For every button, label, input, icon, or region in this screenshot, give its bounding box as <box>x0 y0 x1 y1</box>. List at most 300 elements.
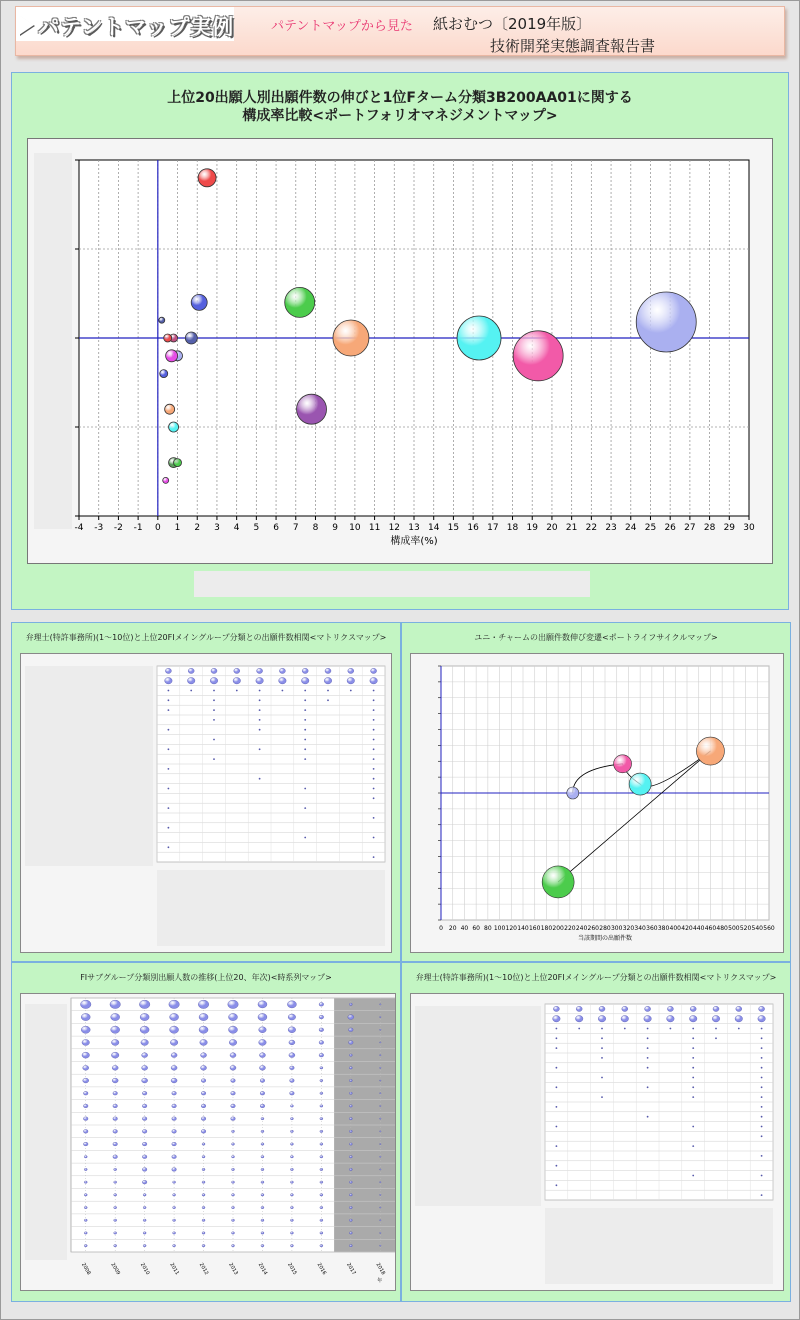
matrix-bubble <box>759 1006 765 1011</box>
matrix-bubble <box>370 677 378 684</box>
matrix-bubble <box>735 1015 743 1022</box>
timeseries-bubble <box>84 1181 87 1183</box>
timeseries-bubble <box>320 1219 323 1221</box>
timeseries-bubble <box>260 1079 265 1083</box>
matrix-dot <box>647 1086 649 1088</box>
timeseries-chart <box>21 994 395 1290</box>
timeseries-bubble <box>349 1092 352 1094</box>
timeseries-bubble <box>380 1067 382 1068</box>
timeseries-bubble <box>84 1219 87 1221</box>
matrix-dot <box>373 856 375 858</box>
timeseries-bubble <box>349 1156 352 1158</box>
timeseries-bubble <box>380 1016 382 1017</box>
x-tick-label: 2017 <box>345 1262 357 1277</box>
matrix-dot <box>373 788 375 790</box>
timeseries-bubble <box>320 1232 323 1234</box>
matrix-bubble <box>348 668 354 673</box>
timeseries-bubble <box>140 1013 149 1020</box>
matrix-dot <box>692 1096 694 1098</box>
x-tick-label: 2010 <box>138 1262 151 1277</box>
matrix-dot <box>168 827 170 829</box>
matrix-dot <box>213 690 215 692</box>
x-tick-label: 20 <box>546 523 558 533</box>
timeseries-bubble <box>289 1040 295 1045</box>
matrix-dot <box>761 1047 763 1049</box>
matrix-dot <box>373 778 375 780</box>
matrix-dot <box>373 729 375 731</box>
timeseries-bubble <box>289 1053 295 1058</box>
x-tick-label: 0 <box>439 925 443 932</box>
timeseries-bubble <box>83 1130 88 1134</box>
timeseries-bubble <box>202 1244 205 1246</box>
timeseries-bubble <box>199 1013 208 1020</box>
timeseries-bubble <box>141 1039 149 1045</box>
timeseries-bubble <box>290 1091 295 1095</box>
x-tick-label: 28 <box>703 523 716 533</box>
matrix-bubble <box>279 668 285 673</box>
matrix-dot <box>373 817 375 819</box>
x-tick-label: 340 <box>634 925 646 932</box>
timeseries-bubble <box>349 1181 352 1183</box>
timeseries-bubble <box>202 1219 205 1221</box>
timeseries-bubble <box>380 1182 382 1183</box>
matrix-dot <box>327 690 329 692</box>
x-tick-label: 460 <box>704 925 717 932</box>
matrix-dot <box>647 1037 649 1039</box>
matrix-dot <box>304 758 306 760</box>
matrix-bubble <box>324 677 332 684</box>
matrix-dot <box>304 739 306 741</box>
timeseries-bubble <box>349 1079 352 1081</box>
matrix-dot <box>259 709 261 711</box>
timeseries-bubble <box>199 1026 208 1033</box>
timeseries-bubble <box>142 1168 147 1172</box>
timeseries-bubble <box>287 1001 296 1008</box>
x-tick-label: 6 <box>273 523 279 533</box>
timeseries-bubble <box>114 1194 117 1196</box>
matrix-bubble <box>165 668 171 673</box>
x-tick-label: 2 <box>194 523 201 533</box>
x-tick-label: 8 <box>312 523 319 533</box>
timeseries-bubble <box>232 1156 235 1158</box>
matrix-dot <box>761 1086 763 1088</box>
timeseries-bubble <box>232 1130 235 1132</box>
matrix-bubble <box>667 1015 675 1022</box>
matrix-dot <box>373 748 375 750</box>
x-tick-label: 18 <box>506 523 519 533</box>
timeseries-bubble <box>259 1065 265 1070</box>
matrix-bubble <box>598 1015 606 1022</box>
portfolio-title-line2: 構成率比較<ポートフォリオマネジメントマップ> <box>242 108 558 124</box>
timeseries-bubble <box>83 1091 88 1095</box>
x-tick-label: 2018 <box>374 1262 387 1277</box>
x-tick-label: 2016 <box>315 1262 328 1277</box>
timeseries-bubble <box>230 1053 236 1058</box>
matrix-bubble <box>257 668 263 673</box>
timeseries-bubble <box>170 1013 179 1020</box>
matrix-bubble <box>165 677 173 684</box>
timeseries-bubble <box>171 1053 177 1058</box>
timeseries-bubble <box>111 1026 120 1033</box>
matrix-dot <box>761 1057 763 1059</box>
lifecycle-bubble-2 <box>696 737 724 765</box>
timeseries-bubble <box>348 1015 354 1020</box>
timeseries-bubble <box>349 1003 352 1005</box>
timeseries-bubble <box>320 1181 323 1183</box>
timeseries-bubble <box>349 1244 352 1246</box>
x-tick-label: 21 <box>565 523 578 533</box>
matrix-dot <box>601 1037 603 1039</box>
matrix-dot <box>761 1077 763 1079</box>
timeseries-bubble <box>320 1117 323 1119</box>
timeseries-bubble <box>202 1194 205 1196</box>
timeseries-bubble <box>142 1078 148 1083</box>
matrix-dot <box>213 739 215 741</box>
timeseries-bubble <box>110 1000 121 1008</box>
timeseries-bubble <box>173 1194 176 1196</box>
x-tick-label: 9 <box>332 523 339 533</box>
timeseries-bubble <box>112 1065 118 1070</box>
lifecycle-bubble-5 <box>567 787 579 799</box>
matrix-dot <box>259 690 261 692</box>
timeseries-bubble <box>380 1143 382 1144</box>
matrix-dot <box>601 1047 603 1049</box>
timeseries-bubble <box>173 1206 176 1208</box>
timeseries-bubble <box>114 1219 117 1221</box>
x-tick-label: -2 <box>113 523 123 533</box>
timeseries-bubble <box>320 1156 323 1158</box>
x-tick-label: 480 <box>716 925 728 932</box>
matrix-dot <box>761 1096 763 1098</box>
matrix-dot <box>168 768 170 770</box>
timeseries-bubble <box>114 1181 117 1183</box>
timeseries-bubble <box>288 1014 296 1020</box>
matrix-dot <box>304 719 306 721</box>
timeseries-bubble <box>201 1065 207 1070</box>
matrix-dot <box>556 1184 558 1186</box>
timeseries-bubble <box>320 1092 323 1094</box>
timeseries-bubble <box>258 1001 267 1008</box>
bubble-16 <box>165 404 175 414</box>
matrix-dot <box>647 1028 649 1030</box>
matrix-dot <box>761 1037 763 1039</box>
timeseries-bubble <box>261 1143 264 1145</box>
triangle-arrow-icon <box>19 15 34 35</box>
lifecycle-map-title: ユニ・チャームの出願件数伸び変遷<ポートライフサイクルマップ> <box>474 633 718 642</box>
lifecycle-chart-box <box>410 653 784 953</box>
timeseries-bubble <box>290 1117 293 1119</box>
timeseries-bubble <box>229 1013 238 1020</box>
matrix-dot <box>761 1067 763 1069</box>
timeseries-bubble <box>198 1000 209 1008</box>
timeseries-bubble <box>380 1194 382 1195</box>
matrix-bubble <box>553 1015 561 1022</box>
timeseries-bubble <box>142 1180 147 1184</box>
timeseries-bubble <box>261 1194 264 1196</box>
matrix-dot <box>259 699 261 701</box>
timeseries-bubble <box>81 1026 90 1033</box>
timeseries-bubble <box>380 1207 382 1208</box>
timeseries-bubble <box>290 1219 293 1221</box>
matrix-bubble <box>645 1006 651 1011</box>
matrix-bubble <box>211 668 217 673</box>
timeseries-bubble <box>84 1232 87 1234</box>
matrix-bubble <box>210 677 218 684</box>
matrix-dot <box>373 758 375 760</box>
x-tick-label: 2011 <box>168 1262 180 1277</box>
timeseries-bubble <box>113 1155 118 1159</box>
bubble-15 <box>160 370 168 378</box>
timeseries-bubble <box>380 1220 382 1221</box>
matrix-dot <box>692 1067 694 1069</box>
matrix-dot <box>213 719 215 721</box>
matrix-dot <box>692 1057 694 1059</box>
timeseries-bubble <box>349 1117 352 1119</box>
timeseries-bubble <box>113 1091 118 1095</box>
matrix-dot <box>647 1057 649 1059</box>
x-tick-label: 380 <box>657 925 670 932</box>
timeseries-bubble <box>143 1194 146 1196</box>
timeseries-bubble <box>232 1219 235 1221</box>
timeseries-bubble <box>83 1117 88 1121</box>
x-tick-label: 520 <box>739 925 752 932</box>
timeseries-bubble <box>84 1244 87 1246</box>
timeseries-bubble <box>200 1039 208 1045</box>
matrix-dot <box>373 690 375 692</box>
matrix-map-title-1: 弁理士(特許事務所)(1～10位)と上位20FIメイングループ分類との出願件数相関<マトリクスマップ> <box>25 633 387 642</box>
timeseries-bubble <box>171 1078 177 1083</box>
matrix-dot <box>168 699 170 701</box>
timeseries-bubble <box>143 1219 146 1221</box>
matrix-dot <box>692 1037 694 1039</box>
timeseries-bubble <box>261 1168 264 1170</box>
matrix-bubble <box>234 668 240 673</box>
timeseries-bubble <box>349 1028 354 1032</box>
matrix-dot <box>647 1067 649 1069</box>
matrix-dot <box>761 1106 763 1108</box>
matrix-dot <box>373 739 375 741</box>
timeseries-bubble <box>349 1219 352 1221</box>
x-tick-label: 23 <box>605 523 617 533</box>
timeseries-bubble <box>173 1219 176 1221</box>
matrix-dot <box>304 837 306 839</box>
timeseries-bubble <box>290 1181 293 1183</box>
x-tick-label: 29 <box>723 523 736 533</box>
x-tick-label: 4 <box>233 523 240 533</box>
portfolio-map-panel <box>11 72 789 610</box>
x-tick-label: 2013 <box>227 1262 239 1277</box>
timeseries-bubble <box>290 1244 293 1246</box>
book-title-line2: 技術開発実態調査報告書 <box>490 37 656 55</box>
matrix-dot <box>556 1106 558 1108</box>
x-tick-label: 240 <box>575 925 588 932</box>
timeseries-bubble <box>349 1054 352 1056</box>
portfolio-title-line1: 上位20出願人別出願件数の伸びと1位Fターム分類3B200AA01に関する <box>167 90 633 106</box>
matrix-dot <box>692 1145 694 1147</box>
matrix-dot <box>236 690 238 692</box>
x-tick-label: 80 <box>484 925 492 932</box>
x-tick-label: 13 <box>408 523 420 533</box>
bubble-7 <box>198 169 216 187</box>
timeseries-bubble <box>290 1232 293 1234</box>
timeseries-bubble <box>320 1143 323 1145</box>
timeseries-bubble <box>380 1156 382 1157</box>
bubble-4 <box>333 320 369 356</box>
bubble-11 <box>166 350 178 362</box>
lifecycle-map-panel <box>401 622 791 962</box>
x-tick-label: 19 <box>526 523 538 533</box>
timeseries-bubble <box>114 1244 117 1246</box>
matrix-dot <box>647 1047 649 1049</box>
x-tick-label: 14 <box>427 523 440 533</box>
timeseries-bubble <box>111 1039 119 1045</box>
matrix-bubble <box>667 1006 673 1011</box>
timeseries-bubble <box>260 1104 265 1108</box>
matrix-dot <box>692 1126 694 1128</box>
timeseries-bubble <box>173 1181 176 1183</box>
bubble-14 <box>159 317 165 323</box>
timeseries-bubble <box>84 1206 87 1208</box>
timeseries-bubble <box>290 1079 295 1083</box>
matrix-map-panel-2 <box>401 962 791 1302</box>
timeseries-bubble <box>319 1053 324 1057</box>
timeseries-bubble <box>319 1028 324 1032</box>
matrix-dot <box>259 778 261 780</box>
matrix-dot <box>738 1028 740 1030</box>
timeseries-bubble <box>112 1078 118 1083</box>
timeseries-bubble <box>261 1206 264 1208</box>
timeseries-bubble <box>320 1079 323 1081</box>
timeseries-bubble <box>380 1131 382 1132</box>
timeseries-bubble <box>290 1206 293 1208</box>
timeseries-bubble <box>113 1104 118 1108</box>
legend-mask <box>194 571 590 597</box>
matrix-dot <box>761 1175 763 1177</box>
timeseries-bubble <box>142 1104 147 1108</box>
matrix-dot <box>601 1057 603 1059</box>
matrix-dot <box>213 699 215 701</box>
timeseries-bubble <box>201 1091 206 1095</box>
matrix-dot <box>168 690 170 692</box>
timeseries-chart-box <box>20 993 396 1291</box>
timeseries-bubble <box>290 1156 293 1158</box>
x-tick-label: -3 <box>94 523 104 533</box>
timeseries-bubble <box>228 1000 239 1008</box>
x-tick-label: 16 <box>467 523 479 533</box>
timeseries-bubble <box>380 1245 382 1246</box>
matrix-bubble <box>758 1015 766 1022</box>
book-title-line1: 紙おむつ〔2019年版〕 <box>433 15 592 33</box>
timeseries-bubble <box>349 1130 352 1132</box>
matrix-dot <box>601 1028 603 1030</box>
timeseries-bubble <box>82 1039 90 1045</box>
portfolio-chart-box <box>27 138 773 564</box>
matrix-bubble <box>347 677 355 684</box>
x-tick-label: 17 <box>487 523 499 533</box>
matrix-dot <box>556 1126 558 1128</box>
timeseries-bubble <box>290 1066 295 1070</box>
bubble-13 <box>164 334 172 342</box>
matrix-bubble <box>621 1015 629 1022</box>
matrix-dot <box>259 748 261 750</box>
timeseries-bubble <box>142 1155 147 1159</box>
timeseries-bubble <box>320 1168 323 1170</box>
timeseries-bubble <box>319 1003 324 1007</box>
timeseries-bubble <box>261 1181 264 1183</box>
timeseries-bubble <box>83 1104 88 1108</box>
header-title: パテントマップ実例 <box>38 15 235 39</box>
timeseries-bubble <box>259 1053 265 1058</box>
matrix-dot <box>373 797 375 799</box>
timeseries-bubble <box>111 1013 120 1020</box>
timeseries-bubble <box>171 1065 177 1070</box>
timeseries-bubble <box>349 1168 352 1170</box>
timeseries-bubble <box>173 1244 176 1246</box>
timeseries-bubble <box>114 1206 117 1208</box>
timeseries-bubble <box>172 1117 177 1121</box>
timeseries-bubble <box>231 1104 236 1108</box>
matrix-bubble <box>301 677 309 684</box>
timeseries-bubble <box>83 1142 88 1146</box>
timeseries-bubble <box>201 1117 206 1121</box>
matrix-dot <box>304 729 306 731</box>
bubble-17 <box>169 422 179 432</box>
timeseries-bubble <box>169 1000 180 1008</box>
matrix-dot <box>168 807 170 809</box>
timeseries-bubble <box>380 1169 382 1170</box>
timeseries-bubble <box>84 1168 87 1170</box>
matrix-bubble <box>575 1015 583 1022</box>
timeseries-bubble <box>232 1194 235 1196</box>
timeseries-bubble <box>142 1065 148 1070</box>
timeseries-bubble <box>229 1026 238 1033</box>
matrix-dot <box>304 748 306 750</box>
x-tick-label: 40 <box>460 925 469 932</box>
x-tick-label: 0 <box>154 523 161 533</box>
matrix-dot <box>373 837 375 839</box>
timeseries-bubble <box>172 1155 177 1159</box>
timeseries-bubble <box>113 1130 118 1134</box>
matrix-dot <box>761 1116 763 1118</box>
timeseries-bubble <box>83 1078 89 1083</box>
x-tick-label: 2008 <box>79 1262 92 1277</box>
x-tick-label: 26 <box>664 523 676 533</box>
matrix-chart-2 <box>411 994 783 1290</box>
matrix-dot <box>259 729 261 731</box>
matrix-dot <box>670 1028 672 1030</box>
x-tick-label: 20 <box>448 925 457 932</box>
matrix-dot <box>692 1175 694 1177</box>
bubble-9 <box>185 332 197 344</box>
bubble-1 <box>636 292 696 352</box>
timeseries-bubble <box>201 1104 206 1108</box>
matrix-dot <box>168 846 170 848</box>
x-tick-label: 10 <box>349 523 361 533</box>
timeseries-bubble <box>320 1206 323 1208</box>
timeseries-bubble <box>349 1105 352 1107</box>
timeseries-bubble <box>114 1168 117 1170</box>
timeseries-bubble <box>231 1091 236 1095</box>
x-tick-label: -1 <box>133 523 143 533</box>
timeseries-bubble <box>82 1052 90 1058</box>
timeseries-bubble <box>201 1079 206 1083</box>
timeseries-bubble <box>140 1026 149 1033</box>
timeseries-bubble <box>320 1067 323 1069</box>
matrix-bubble <box>712 1015 720 1022</box>
x-axis-label: 当該期間の出願件数 <box>577 935 633 942</box>
x-tick-label: 540 <box>751 925 764 932</box>
matrix-dot <box>692 1028 694 1030</box>
